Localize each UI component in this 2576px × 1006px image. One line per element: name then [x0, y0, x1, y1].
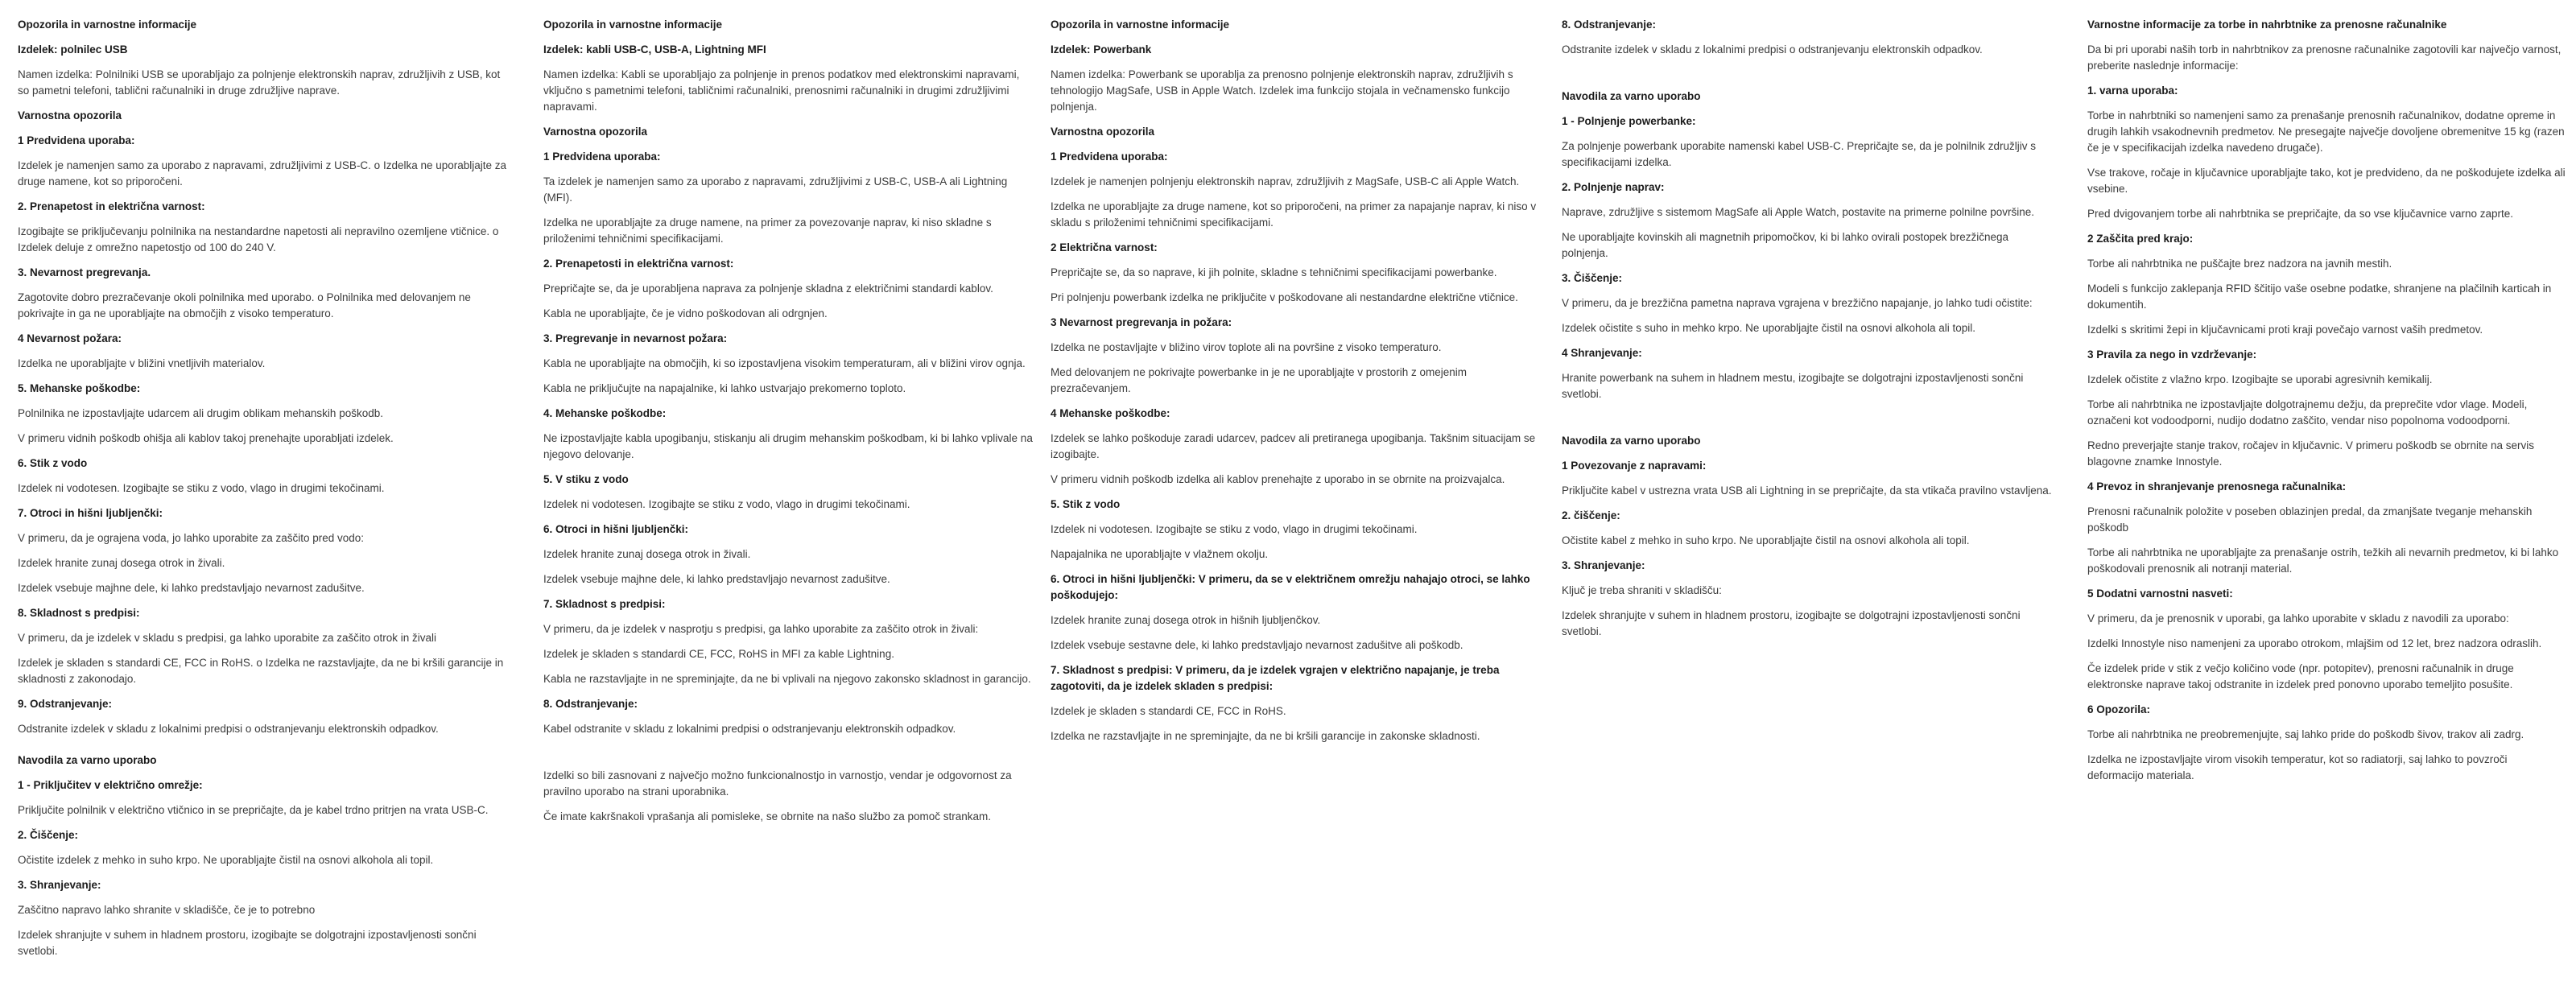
section-heading: Navodila za varno uporabo	[1562, 90, 1701, 102]
section-heading: 5. Stik z vodo	[1051, 498, 1121, 510]
section-heading: 1 - Polnjenje powerbanke:	[1562, 115, 1696, 127]
paragraph: Za polnjenje powerbank uporabite namenski kabel USB-C. Prepričajte se, da je polnilnik združljiv s specifikacijami izdelka.	[1562, 140, 2037, 168]
section-heading: 9. Odstranjevanje:	[18, 698, 113, 710]
section-heading: 5 Dodatni varnostni nasveti:	[2087, 588, 2233, 600]
paragraph: Kabla ne priključujte na napajalnike, ki lahko ustvarjajo prekomerno toploto.	[543, 382, 906, 394]
section-heading: 3. Čiščenje:	[1562, 272, 1623, 284]
paragraph: Naprave, združljive s sistemom MagSafe ali Apple Watch, postavite na primerne polnilne površine.	[1562, 206, 2035, 218]
paragraph: Izdelek shranjujte v suhem in hladnem prostoru, izogibajte se dolgotrajni izpostavljenosti sončni svetlobi.	[1562, 609, 2021, 637]
paragraph: Polnilnika ne izpostavljajte udarcem ali drugim oblikam mehanskih poškodb.	[18, 407, 383, 419]
paragraph: Torbe in nahrbtniki so namenjeni samo za prenašanje prenosnih računalnikov, dodatne opreme in drugih lahkih vsakodnevnih predmetov. Ne presegajte največje dovoljene obremenitve 15 kg (razen če je v specifikacijah izdelka navedeno drugače).	[2087, 109, 2565, 154]
paragraph: Torbe ali nahrbtnika ne uporabljajte za prenašanje ostrih, težkih ali nevarnih predmetov, ki bi lahko poškodovali prenosnik ali notranji material.	[2087, 546, 2559, 575]
paragraph: Redno preverjajte stanje trakov, ročajev in ključavnic. V primeru poškodb se obrnite na servis blagovne znamke Innostyle.	[2087, 439, 2535, 468]
paragraph: Torbe ali nahrbtnika ne izpostavljajte dolgotrajnemu dežju, da preprečite vdor vlage. Modeli, označeni kot vodoodporni, nudijo dodatno zaščito, vendar niso popolnoma vodoodporni.	[2087, 398, 2528, 427]
paragraph: Izdelek hranite zunaj dosega otrok in hišnih ljubljenčkov.	[1051, 614, 1321, 626]
paragraph: Izdelek ni vodotesen. Izogibajte se stiku z vodo, vlago in drugimi tekočinami.	[1051, 523, 1418, 535]
section-heading: 3. Shranjevanje:	[18, 879, 101, 891]
paragraph: Pred dvigovanjem torbe ali nahrbtnika se prepričajte, da so vse ključavnice varno zaprte.	[2087, 208, 2514, 220]
section-heading: 3 Nevarnost pregrevanja in požara:	[1051, 316, 1232, 328]
section-heading: Navodila za varno uporabo	[1562, 435, 1701, 447]
paragraph: Med delovanjem ne pokrivajte powerbanke in je ne uporabljajte v prostorih z omejenim prezračevanjem.	[1051, 366, 1468, 394]
column-laptop-bags-warnings	[2087, 17, 2566, 793]
paragraph: Prenosni računalnik položite v poseben oblazinjen predal, da zmanjšate tveganje mehanskih poškodb	[2087, 505, 2533, 534]
paragraph: Torbe ali nahrbtnika ne preobremenjujte, saj lahko pride do poškodb šivov, trakov ali zadrg.	[2087, 728, 2524, 740]
paragraph: Zagotovite dobro prezračevanje okoli polnilnika med uporabo. o Polnilnika med delovanjem ne pokrivajte in ga ne uporabljajte na območjih z visoko temperaturo.	[18, 291, 471, 320]
paragraph: Kabla ne uporabljajte, če je vidno poškodovan ali odrgnjen.	[543, 307, 828, 320]
section-heading: 8. Skladnost s predpisi:	[18, 607, 140, 619]
section-heading: 6. Otroci in hišni ljubljenčki:	[543, 523, 689, 535]
section-heading: Varnostna opozorila	[1051, 126, 1155, 138]
section-heading: 7. Skladnost s predpisi:	[543, 598, 666, 610]
paragraph: Izdelek ni vodotesen. Izogibajte se stiku z vodo, vlago in drugimi tekočinami.	[18, 482, 385, 494]
section-heading: Izdelek: Powerbank	[1051, 43, 1152, 56]
paragraph: V primeru, da je izdelek v skladu s predpisi, ga lahko uporabite za zaščito otrok in živali	[18, 632, 437, 644]
section-heading: 6. Stik z vodo	[18, 457, 88, 469]
section-heading: 7. Otroci in hišni ljubljenčki:	[18, 507, 163, 519]
section-heading: 2 Zaščita pred krajo:	[2087, 233, 2194, 245]
paragraph: Kabel odstranite v skladu z lokalnimi predpisi o odstranjevanju elektronskih odpadkov.	[543, 723, 956, 735]
section-heading: 3. Shranjevanje:	[1562, 559, 1645, 571]
section-heading: 4 Shranjevanje:	[1562, 347, 1642, 359]
paragraph: Torbe ali nahrbtnika ne puščajte brez nadzora na javnih mestih.	[2087, 258, 2392, 270]
paragraph: Prepričajte se, da so naprave, ki jih polnite, skladne s tehničnimi specifikacijami powerbanke.	[1051, 266, 1497, 278]
paragraph: Ne uporabljajte kovinskih ali magnetnih pripomočkov, ki bi lahko ovirali postopek brezžičnega polnjenja.	[1562, 231, 2009, 259]
section-heading: 5. Mehanske poškodbe:	[18, 382, 141, 394]
section-heading: 3. Pregrevanje in nevarnost požara:	[543, 332, 728, 344]
section-heading: 4 Mehanske poškodbe:	[1051, 407, 1170, 419]
paragraph: Da bi pri uporabi naših torb in nahrbtnikov za prenosne računalnike zagotovili kar največjo varnost, preberite naslednje informacije:	[2087, 43, 2562, 72]
paragraph: Izdelek vsebuje majhne dele, ki lahko predstavljajo nevarnost zadušitve.	[18, 582, 365, 594]
paragraph: Očistite kabel z mehko in suho krpo. Ne uporabljajte čistil na osnovi alkohola ali topil.	[1562, 534, 1970, 546]
section-heading: Varnostna opozorila	[543, 126, 648, 138]
paragraph: Namen izdelka: Powerbank se uporablja za prenosno polnjenje elektronskih naprav, združljivih s tehnologijo MagSafe, USB in Apple Watch. Izdelek ima funkcijo stojala in večnamensko funkcijo polnjenja.	[1051, 68, 1513, 113]
paragraph: Če imate kakršnakoli vprašanja ali pomisleke, se obrnite na našo službo za pomoč strankam.	[543, 810, 992, 823]
paragraph: Napajalnika ne uporabljajte v vlažnem okolju.	[1051, 548, 1269, 560]
section-heading: Varnostna opozorila	[18, 109, 122, 122]
doc-title: Opozorila in varnostne informacije	[543, 19, 723, 31]
section-heading: 1 Predvidena uporaba:	[1051, 150, 1168, 163]
paragraph: Namen izdelka: Kabli se uporabljajo za polnjenje in prenos podatkov med elektronskimi napravami, vključno s pametnimi telefoni, tabličnimi računalniki, prenosnimi računalniki in drugimi združljivimi napravami.	[543, 68, 1020, 113]
doc-title: Opozorila in varnostne informacije	[18, 19, 197, 31]
paragraph: Izdelek je skladen s standardi CE, FCC in RoHS.	[1051, 705, 1286, 717]
section-heading: 2. Prenapetosti in električna varnost:	[543, 258, 734, 270]
paragraph: Izdelki s skritimi žepi in ključavnicami proti kraji povečajo varnost vaših predmetov.	[2087, 324, 2483, 336]
paragraph: V primeru, da je izdelek v nasprotju s predpisi, ga lahko uporabite za zaščito otrok in živali:	[543, 623, 979, 635]
paragraph: Izdelek je skladen s standardi CE, FCC, RoHS in MFI za kable Lightning.	[543, 648, 894, 660]
section-heading: Izdelek: polnilec USB	[18, 43, 128, 56]
paragraph: V primeru vidnih poškodb izdelka ali kablov prenehajte z uporabo in se obrnite na proizvajalca.	[1051, 473, 1505, 485]
section-heading: 3 Pravila za nego in vzdrževanje:	[2087, 348, 2257, 361]
paragraph: Izdelka ne izpostavljajte virom visokih temperatur, kot so radiatorji, saj lahko to povzroči deformacijo materiala.	[2087, 753, 2508, 781]
paragraph: Izdelek vsebuje majhne dele, ki lahko predstavljajo nevarnost zadušitve.	[543, 573, 890, 585]
paragraph: Izdelek je namenjen polnjenju elektronskih naprav, združljivih z MagSafe, USB-C ali Apple Watch.	[1051, 175, 1520, 188]
paragraph: Izdelek se lahko poškoduje zaradi udarcev, padcev ali pretiranega upogibanja. Takšnim situacijam se izogibajte.	[1051, 432, 1536, 460]
paragraph: Izdelka ne uporabljajte v bližini vnetljivih materialov.	[18, 357, 266, 369]
paragraph: Izdelka ne razstavljajte in ne spreminjajte, da ne bi kršili garancije in zakonske skladnosti.	[1051, 730, 1480, 742]
paragraph: V primeru, da je prenosnik v uporabi, ga lahko uporabite v skladu z navodili za uporabo:	[2087, 612, 2509, 625]
section-heading: 1 Predvidena uporaba:	[18, 134, 135, 146]
paragraph: Kabla ne uporabljajte na območjih, ki so izpostavljena visokim temperaturam, ali v bližini virov ognja.	[543, 357, 1026, 369]
section-heading: 1 - Priključitev v električno omrežje:	[18, 779, 203, 791]
section-heading: 6 Opozorila:	[2087, 703, 2151, 715]
doc-title: Opozorila in varnostne informacije	[1051, 19, 1230, 31]
section-heading: 2. Polnjenje naprav:	[1562, 181, 1665, 193]
section-heading: 1 Povezovanje z napravami:	[1562, 460, 1707, 472]
doc-title: Varnostne informacije za torbe in nahrbtnike za prenosne računalnike	[2087, 19, 2447, 31]
paragraph: Vse trakove, ročaje in ključavnice uporabljajte tako, kot je predvideno, da ne poškodujete izdelka ali vsebine.	[2087, 167, 2566, 195]
paragraph: Priključite kabel v ustrezna vrata USB ali Lightning in se prepričajte, da sta vtikača pravilno vstavljena.	[1562, 484, 2052, 497]
paragraph: Izdelek ni vodotesen. Izogibajte se stiku z vodo, vlago in drugimi tekočinami.	[543, 498, 910, 510]
paragraph: Izdelek shranjujte v suhem in hladnem prostoru, izogibajte se dolgotrajni izpostavljenosti sončni svetlobi.	[18, 929, 477, 957]
section-heading: 1 Predvidena uporaba:	[543, 150, 661, 163]
section-heading: 2. Prenapetost in električna varnost:	[18, 200, 205, 212]
paragraph: V primeru vidnih poškodb ohišja ali kablov takoj prenehajte uporabljati izdelek.	[18, 432, 394, 444]
paragraph: Hranite powerbank na suhem in hladnem mestu, izogibajte se dolgotrajni izpostavljenosti sončni svetlobi.	[1562, 372, 2024, 400]
section-heading: 2. čiščenje:	[1562, 509, 1620, 522]
paragraph: Ključ je treba shraniti v skladišču:	[1562, 584, 1722, 596]
section-heading: Izdelek: kabli USB-C, USB-A, Lightning MFI	[543, 43, 766, 56]
section-heading: 7. Skladnost s predpisi: V primeru, da je izdelek vgrajen v električno napajanje, je treba zagotoviti, da je izdelek skladen s predpisi:	[1051, 664, 1500, 692]
paragraph: Izdelek očistite s suho in mehko krpo. Ne uporabljajte čistil na osnovi alkohola ali topil.	[1562, 322, 1976, 334]
paragraph: Izdelek hranite zunaj dosega otrok in živali.	[18, 557, 225, 569]
section-heading: 8. Odstranjevanje:	[1562, 19, 1657, 31]
paragraph: Izdelek hranite zunaj dosega otrok in živali.	[543, 548, 751, 560]
section-heading: 4 Nevarnost požara:	[18, 332, 122, 344]
section-heading: 5. V stiku z vodo	[543, 473, 629, 485]
section-heading: 6. Otroci in hišni ljubljenčki: V primeru, da se v električnem omrežju nahajajo otroci, se lahko poškodujejo:	[1051, 573, 1530, 601]
paragraph: Ne izpostavljajte kabla upogibanju, stiskanju ali drugim mehanskim poškodbam, ki bi lahko vplivale na njegovo delovanje.	[543, 432, 1033, 460]
paragraph: Izdelka ne uporabljajte za druge namene, na primer za povezovanje naprav, ki niso skladne s priloženimi tehničnimi specifikacijami.	[543, 216, 992, 245]
paragraph: Ta izdelek je namenjen samo za uporabo z napravami, združljivimi z USB-C, USB-A ali Lightning (MFI).	[543, 175, 1008, 204]
paragraph: Namen izdelka: Polnilniki USB se uporabljajo za polnjenje elektronskih naprav, združljivih z USB, kot so pametni telefoni, tablični računalniki in druge združljive naprave.	[18, 68, 501, 97]
column-cables-warnings	[543, 17, 1036, 834]
paragraph: Odstranite izdelek v skladu z lokalnimi predpisi o odstranjevanju elektronskih odpadkov.	[18, 723, 439, 735]
column-usb-charger-warnings	[18, 17, 510, 968]
section-heading: 4. Mehanske poškodbe:	[543, 407, 667, 419]
paragraph: Izdelek je skladen s standardi CE, FCC in RoHS. o Izdelka ne razstavljajte, da ne bi kršili garancije in skladnosti z zakonodajo.	[18, 657, 504, 685]
column-powerbank-warnings	[1051, 17, 1543, 753]
section-heading: 2 Električna varnost:	[1051, 241, 1158, 254]
paragraph: Izdelek je namenjen samo za uporabo z napravami, združljivimi z USB-C. o Izdelka ne uporabljajte za druge namene, kot so priporočeni.	[18, 159, 507, 188]
section-heading: 3. Nevarnost pregrevanja.	[18, 266, 151, 278]
section-heading: Navodila za varno uporabo	[18, 754, 157, 766]
paragraph: Modeli s funkcijo zaklepanja RFID ščitijo vaše osebne podatke, shranjene na plačilnih karticah in dokumentih.	[2087, 282, 2552, 311]
section-heading: 1. varna uporaba:	[2087, 85, 2178, 97]
paragraph: Izdelka ne uporabljajte za druge namene, kot so priporočeni, na primer za napajanje naprav, ki niso v skladu s priloženimi tehničnimi specifikacijami.	[1051, 200, 1537, 229]
section-heading: 2. Čiščenje:	[18, 829, 79, 841]
paragraph: Izdelka ne postavljajte v bližino virov toplote ali na površine z visoko temperaturo.	[1051, 341, 1442, 353]
paragraph: Očistite izdelek z mehko in suho krpo. Ne uporabljajte čistil na osnovi alkohola ali topil.	[18, 854, 434, 866]
column-powerbank-and-cable-usage	[1562, 17, 2054, 649]
paragraph: Izdelki so bili zasnovani z največjo možno funkcionalnostjo in varnostjo, vendar je odgovornost za pravilno uporabo na strani uporabnika.	[543, 769, 1012, 798]
paragraph: Izdelek vsebuje sestavne dele, ki lahko predstavljajo nevarnost zadušitve ali poškodb.	[1051, 639, 1463, 651]
paragraph: V primeru, da je ograjena voda, jo lahko uporabite za zaščito pred vodo:	[18, 532, 365, 544]
paragraph: Odstranite izdelek v skladu z lokalnimi predpisi o odstranjevanju elektronskih odpadkov.	[1562, 43, 1983, 56]
paragraph: Priključite polnilnik v električno vtičnico in se prepričajte, da je kabel trdno pritrjen na vrata USB-C.	[18, 804, 489, 816]
paragraph: Prepričajte se, da je uporabljena naprava za polnjenje skladna z električnimi standardi kablov.	[543, 282, 993, 295]
paragraph: Izdelki Innostyle niso namenjeni za uporabo otrokom, mlajšim od 12 let, brez nadzora odraslih.	[2087, 637, 2542, 649]
paragraph: Zaščitno napravo lahko shranite v skladišče, če je to potrebno	[18, 904, 316, 916]
paragraph: Če izdelek pride v stik z večjo količino vode (npr. potopitev), prenosni računalnik in druge elektronske naprave takoj odstranite in izdelek pred ponovno uporabo temeljito posušite.	[2087, 662, 2514, 691]
paragraph: Izdelek očistite z vlažno krpo. Izogibajte se uporabi agresivnih kemikalij.	[2087, 373, 2433, 385]
section-heading: 8. Odstranjevanje:	[543, 698, 638, 710]
paragraph: V primeru, da je brezžična pametna naprava vgrajena v brezžično napajanje, jo lahko tudi očistite:	[1562, 297, 2033, 309]
section-heading: 4 Prevoz in shranjevanje prenosnega računalnika:	[2087, 480, 2347, 493]
paragraph: Kabla ne razstavljajte in ne spreminjajte, da ne bi vplivali na njegovo zakonsko skladnost in garancijo.	[543, 673, 1031, 685]
paragraph: Izogibajte se priključevanju polnilnika na nestandardne napetosti ali nepravilno ozemljene vtičnice. o Izdelek deluje z omrežno napetostjo od 100 do 240 V.	[18, 225, 499, 254]
paragraph: Pri polnjenju powerbank izdelka ne priključite v poškodovane ali nestandardne električne vtičnice.	[1051, 291, 1518, 303]
